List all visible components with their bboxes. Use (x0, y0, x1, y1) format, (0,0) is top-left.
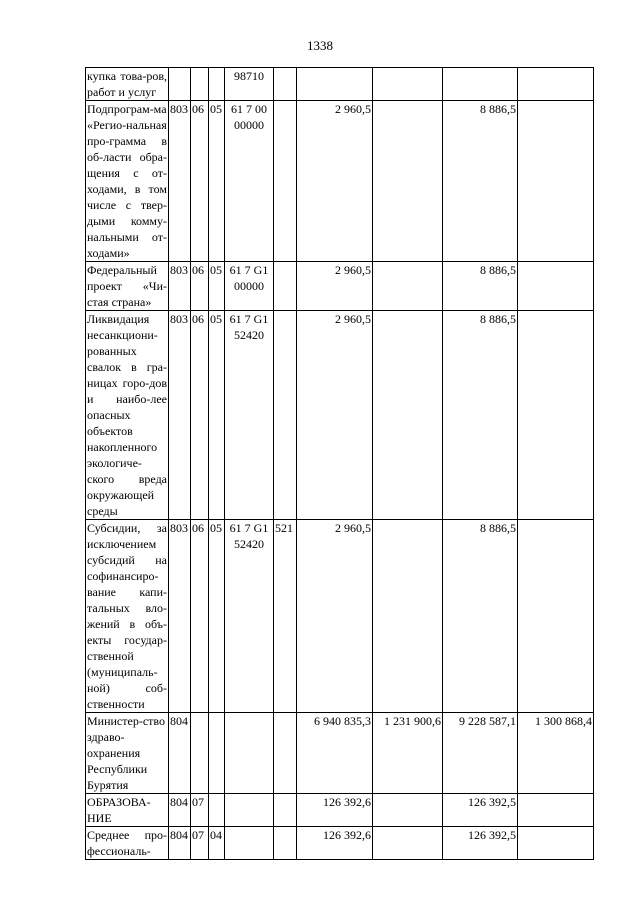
expense-type-cell (274, 794, 297, 827)
amount-2-cell (373, 794, 443, 827)
subsection-code-cell: 05 (209, 520, 225, 713)
target-article-cell: 61 7 G1 52420 (225, 520, 274, 713)
target-article-cell (225, 794, 274, 827)
amount-3-cell: 9 228 587,1 (443, 713, 518, 794)
section-code-cell: 06 (191, 262, 209, 311)
amount-3-cell: 8 886,5 (443, 311, 518, 520)
amount-2-cell (373, 262, 443, 311)
subsection-code-cell: 05 (209, 101, 225, 262)
amount-4-cell (518, 262, 594, 311)
ved-code-cell: 803 (169, 262, 191, 311)
amount-4-cell (518, 311, 594, 520)
subsection-code-cell: 05 (209, 262, 225, 311)
expense-type-cell (274, 262, 297, 311)
amount-1-cell: 126 392,6 (297, 827, 373, 860)
amount-1-cell: 2 960,5 (297, 262, 373, 311)
subsection-code-cell (209, 713, 225, 794)
table-row (86, 520, 594, 713)
expense-type-cell (274, 713, 297, 794)
amount-4-cell (518, 101, 594, 262)
target-article-cell: 61 7 G1 52420 (225, 311, 274, 520)
section-code-cell: 07 (191, 827, 209, 860)
section-code-cell: 06 (191, 101, 209, 262)
expense-type-cell (274, 311, 297, 520)
subsection-code-cell (209, 68, 225, 101)
amount-2-cell (373, 68, 443, 101)
amount-3-cell: 126 392,5 (443, 827, 518, 860)
amount-3-cell: 8 886,5 (443, 262, 518, 311)
amount-3-cell (443, 68, 518, 101)
ved-code-cell: 804 (169, 794, 191, 827)
ved-code-cell (169, 68, 191, 101)
amount-1-cell: 2 960,5 (297, 520, 373, 713)
amount-2-cell (373, 101, 443, 262)
table-row (86, 827, 594, 860)
ved-code-cell: 804 (169, 827, 191, 860)
row-name-cell: ОБРАЗОВА-НИЕ (86, 794, 169, 827)
table-row (86, 262, 594, 311)
amount-2-cell: 1 231 900,6 (373, 713, 443, 794)
amount-2-cell (373, 520, 443, 713)
amount-4-cell (518, 794, 594, 827)
target-article-cell (225, 713, 274, 794)
amount-1-cell: 2 960,5 (297, 311, 373, 520)
row-name-cell: купка това-ров, работ и услуг (87, 69, 167, 99)
amount-2-cell (373, 827, 443, 860)
ved-code-cell: 803 (169, 311, 191, 520)
budget-table (85, 67, 594, 860)
subsection-code-cell: 04 (209, 827, 225, 860)
ved-code-cell: 803 (169, 520, 191, 713)
row-name-cell: Среднее про-фессиональ- (87, 828, 167, 858)
section-code-cell (191, 68, 209, 101)
table-row (86, 794, 594, 827)
row-name-cell: Министер-ство здраво-охранения Республики Бурятия (86, 713, 169, 794)
expense-type-cell (274, 827, 297, 860)
table-row (86, 713, 594, 794)
section-code-cell: 06 (191, 520, 209, 713)
amount-3-cell: 8 886,5 (443, 520, 518, 713)
amount-1-cell: 6 940 835,3 (297, 713, 373, 794)
amount-4-cell: 1 300 868,4 (518, 713, 594, 794)
section-code-cell (191, 713, 209, 794)
section-code-cell: 07 (191, 794, 209, 827)
amount-4-cell (518, 68, 594, 101)
page-number: 1338 (307, 38, 333, 53)
ved-code-cell: 803 (169, 101, 191, 262)
amount-2-cell (373, 311, 443, 520)
table-row (86, 68, 594, 101)
expense-type-cell (274, 68, 297, 101)
amount-3-cell: 126 392,5 (443, 794, 518, 827)
subsection-code-cell: 05 (209, 311, 225, 520)
table-row (86, 311, 594, 520)
section-code-cell: 06 (191, 311, 209, 520)
amount-1-cell: 126 392,6 (297, 794, 373, 827)
expense-type-cell (274, 101, 297, 262)
amount-1-cell (297, 68, 373, 101)
target-article-cell (225, 827, 274, 860)
amount-4-cell (518, 827, 594, 860)
amount-3-cell: 8 886,5 (443, 101, 518, 262)
target-article-cell: 61 7 G1 00000 (225, 262, 274, 311)
row-name-cell: Ликвидация несанкциони-рованных свалок в гра-ницах горо-дов и наибо-лее опасных объектов накопленного экологиче-ского вреда окружающей среды (87, 312, 167, 518)
expense-type-cell: 521 (274, 520, 297, 713)
target-article-cell: 61 7 00 00000 (225, 101, 274, 262)
row-name-cell: Федеральный проект «Чи-стая страна» (87, 263, 167, 309)
table-row (86, 101, 594, 262)
target-article-cell: 98710 (225, 68, 274, 101)
ved-code-cell: 804 (169, 713, 191, 794)
amount-4-cell (518, 520, 594, 713)
subsection-code-cell (209, 794, 225, 827)
amount-1-cell: 2 960,5 (297, 101, 373, 262)
row-name-cell: Субсидии, за исключением субсидий на софинансиро-вание капи-тальных вло-жений в объ-екты государ-ственной (муниципаль-ной) соб-ственности (87, 521, 167, 711)
row-name-cell: Подпрограм-ма «Регио-нальная про-грамма в об-ласти обра-щения с от-ходами, в том числе с твер-дыми комму-нальными от-ходами» (87, 102, 167, 260)
